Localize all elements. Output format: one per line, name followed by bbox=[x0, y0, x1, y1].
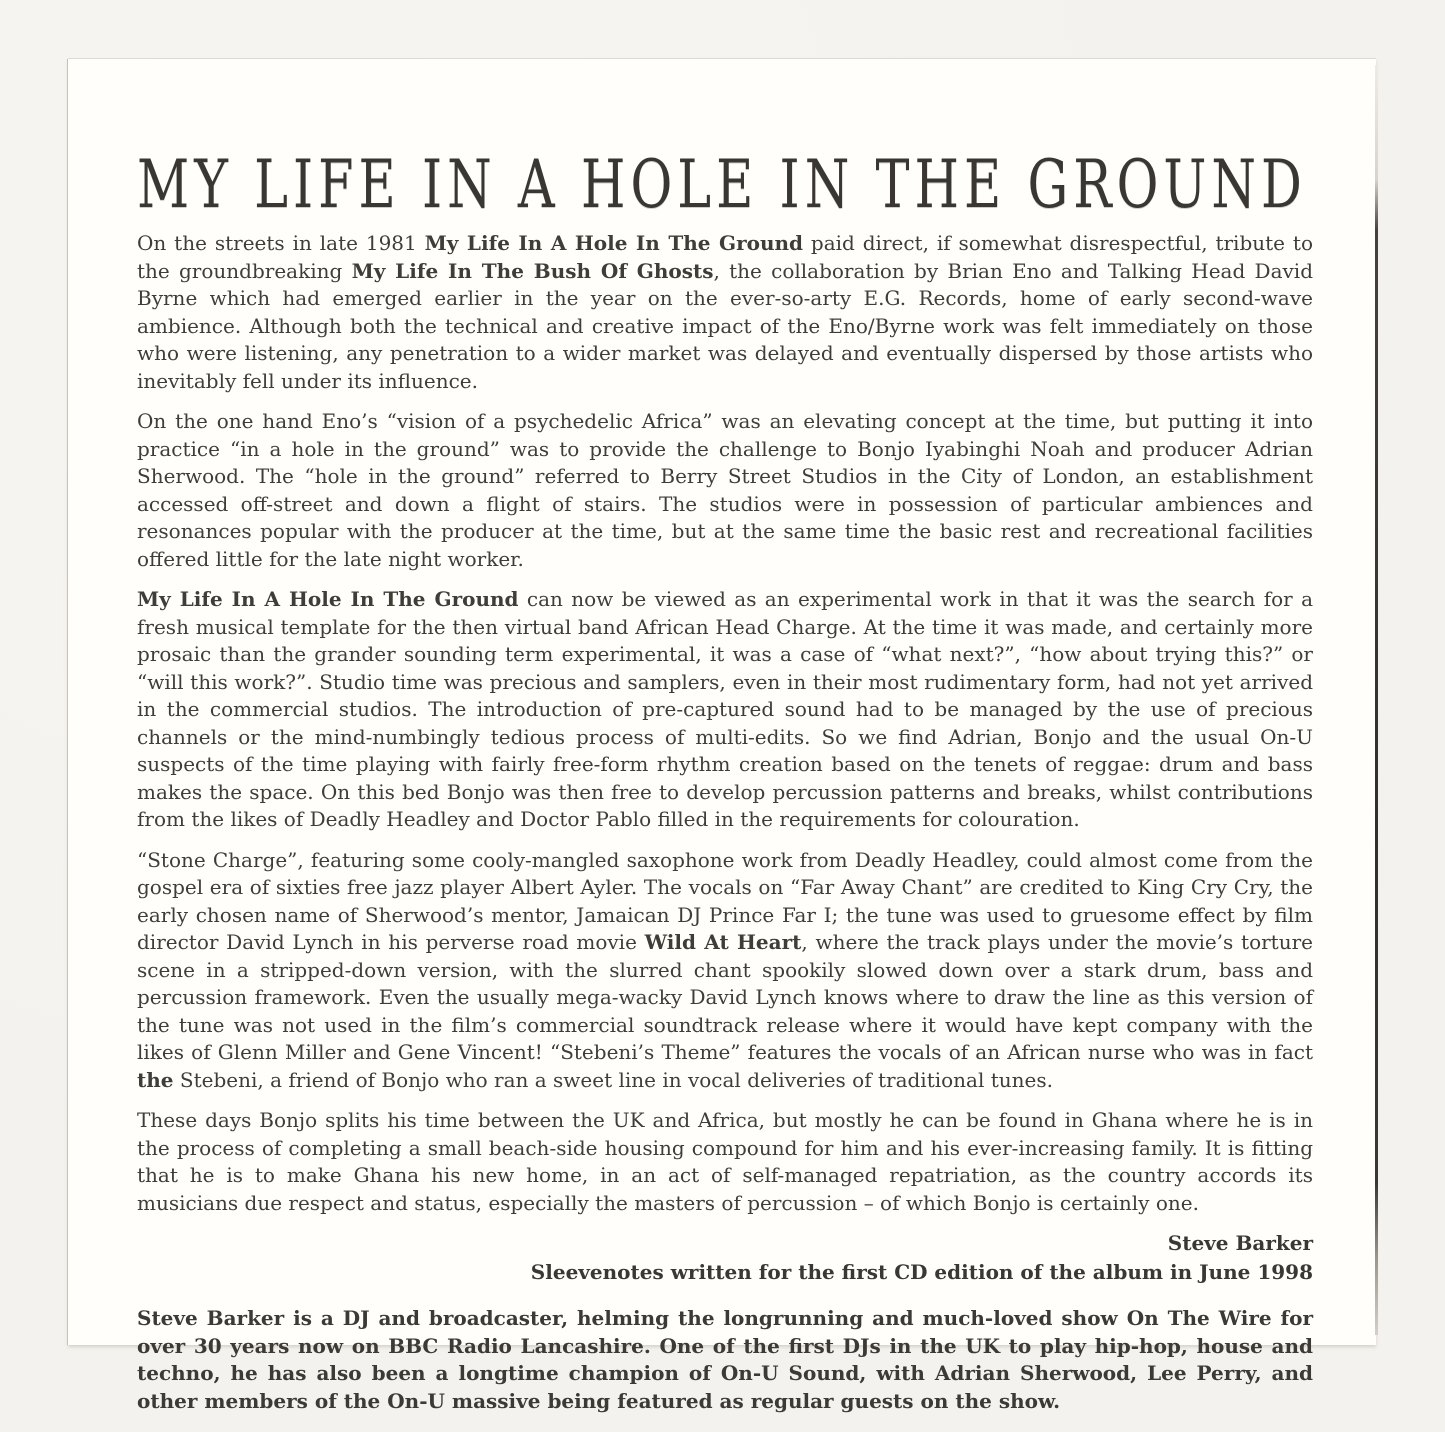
block-concept bbox=[137, 408, 1313, 573]
sleeve-page bbox=[68, 59, 1376, 1413]
block-ghana bbox=[137, 1107, 1313, 1217]
text-segment: My Life In The Bush Of Ghosts bbox=[351, 258, 714, 283]
block-tracks bbox=[137, 847, 1313, 1095]
block-experiment bbox=[137, 586, 1313, 834]
text-segment: Sleevenotes written for the first CD edition of the album in June 1998 bbox=[530, 1259, 1313, 1284]
text-segment: My Life In A Hole In The Ground bbox=[137, 587, 519, 611]
text-segment: , the collaboration by Brian Eno and Talking Head David Byrne which had emerged earlier in the year on the ever-so-arty E.G. Records, home of early second-wave ambience. Although both the technical and creative impact of the Eno/Byrne work was felt immediately on those who were listening, any penetration to a wider market was delayed and eventually dispersed by those artists who inevitably fell under its influence. bbox=[137, 258, 1313, 393]
block-bio bbox=[137, 1305, 1313, 1415]
text-segment: These days Bonjo splits his time between the UK and Africa, but mostly he can be found in Ghana where he is in the process of completing a small beach-side housing compound for him and his ever-increasing family. It is fitting that he is to make Ghana his new home, in an act of self-managed repatriation, as the country accords its musicians due respect and status, especially the masters of percussion – of which Bonjo is certainly one. bbox=[137, 1108, 1313, 1215]
text-segment: Steve Barker is a DJ and broadcaster, helming the longrunning and much-loved show On The Wire for over 30 years now on BBC Radio Lancashire. One of the first DJs in the UK to play hip-hop, house and techno, he has also been a longtime champion of On-U Sound, with Adrian Sherwood, Lee Perry, and other members of the On-U massive being featured as regular guests on the show. bbox=[137, 1306, 1313, 1413]
text-segment: Wild At Heart bbox=[644, 930, 802, 954]
text-segment: “Stone Charge”, featuring some cooly-mangled saxophone work from Deadly Headley, could almost come from the gospel era of sixties free jazz player Albert Ayler. The vocals on “Far Away Chant” are credited to King Cry Cry, the early chosen name of Sherwood’s mentor, Jamaican DJ Prince Far I; the tune was used to gruesome effect by film director David Lynch in his perverse road movie bbox=[137, 847, 1313, 954]
text-segment: Stebeni, a friend of Bonjo who ran a sweet line in vocal deliveries of traditional tunes. bbox=[173, 1067, 1053, 1092]
text-segment: , where the track plays under the movie’s torture scene in a stripped-down version, with the slurred chant spookily slowed down over a stark drum, bass and percussion framework. Even the usually mega-wacky David Lynch knows where to draw the line as this version of the tune was not used in the film’s commercial soundtrack release where it would have kept company with the likes of Glenn Miller and Gene Vincent! “Stebeni’s Theme” features the vocals of an African nurse who was in fact bbox=[137, 930, 1313, 1064]
text-segment: On the one hand Eno’s “vision of a psychedelic Africa” was an elevating concept at the time, but putting it into practice “in a hole in the ground” was to provide the challenge to Bonjo Iyabinghi Noah and producer Adrian Sherwood. The “hole in the ground” referred to Berry Street Studios in the City of London, an establishment accessed off-street and down a flight of stairs. The studios were in possession of particular ambiences and resonances popular with the producer at the time, but at the same time the basic rest and recreational facilities offered little for the late night worker. bbox=[137, 409, 1313, 571]
text-segment: paid direct, if somewhat disrespectful, tribute to the groundbreaking bbox=[137, 231, 1313, 283]
block-credit-author bbox=[137, 1230, 1313, 1258]
text-segment: Steve Barker bbox=[1167, 1231, 1313, 1255]
text-segment: On the streets in late 1981 bbox=[137, 231, 425, 255]
paper-edge-shadow bbox=[1375, 65, 1378, 1335]
text-segment: can now be viewed as an experimental work in that it was the search for a fresh musical template for the then virtual band African Head Charge. At the time it was made, and certainly more prosaic than the grander sounding term experimental, it was a case of “what next?”, “how about trying this?” or “will this work?”. Studio time was precious and samplers, even in their most rudimentary form, had not yet arrived in the commercial studios. The introduction of pre-captured sound had to be managed by the use of precious channels or the mind-numbingly tedious process of multi-edits. So we find Adrian, Bonjo and the usual On-U suspects of the time playing with fairly free-form rhythm creation based on the tenets of reggae: drum and bass makes the space. On this bed Bonjo was then free to develop percussion patterns and breaks, whilst contributions from the likes of Deadly Headley and Doctor Pablo filled in the requirements for colouration. bbox=[137, 587, 1313, 831]
sleevenotes-body bbox=[137, 230, 1313, 1428]
text-segment: My Life In A Hole In The Ground bbox=[424, 231, 804, 255]
page-title: MY LIFE IN A HOLE IN THE GROUND bbox=[137, 147, 1307, 224]
block-intro bbox=[137, 230, 1313, 395]
block-credit-note bbox=[137, 1259, 1313, 1287]
text-segment: the bbox=[137, 1067, 174, 1092]
